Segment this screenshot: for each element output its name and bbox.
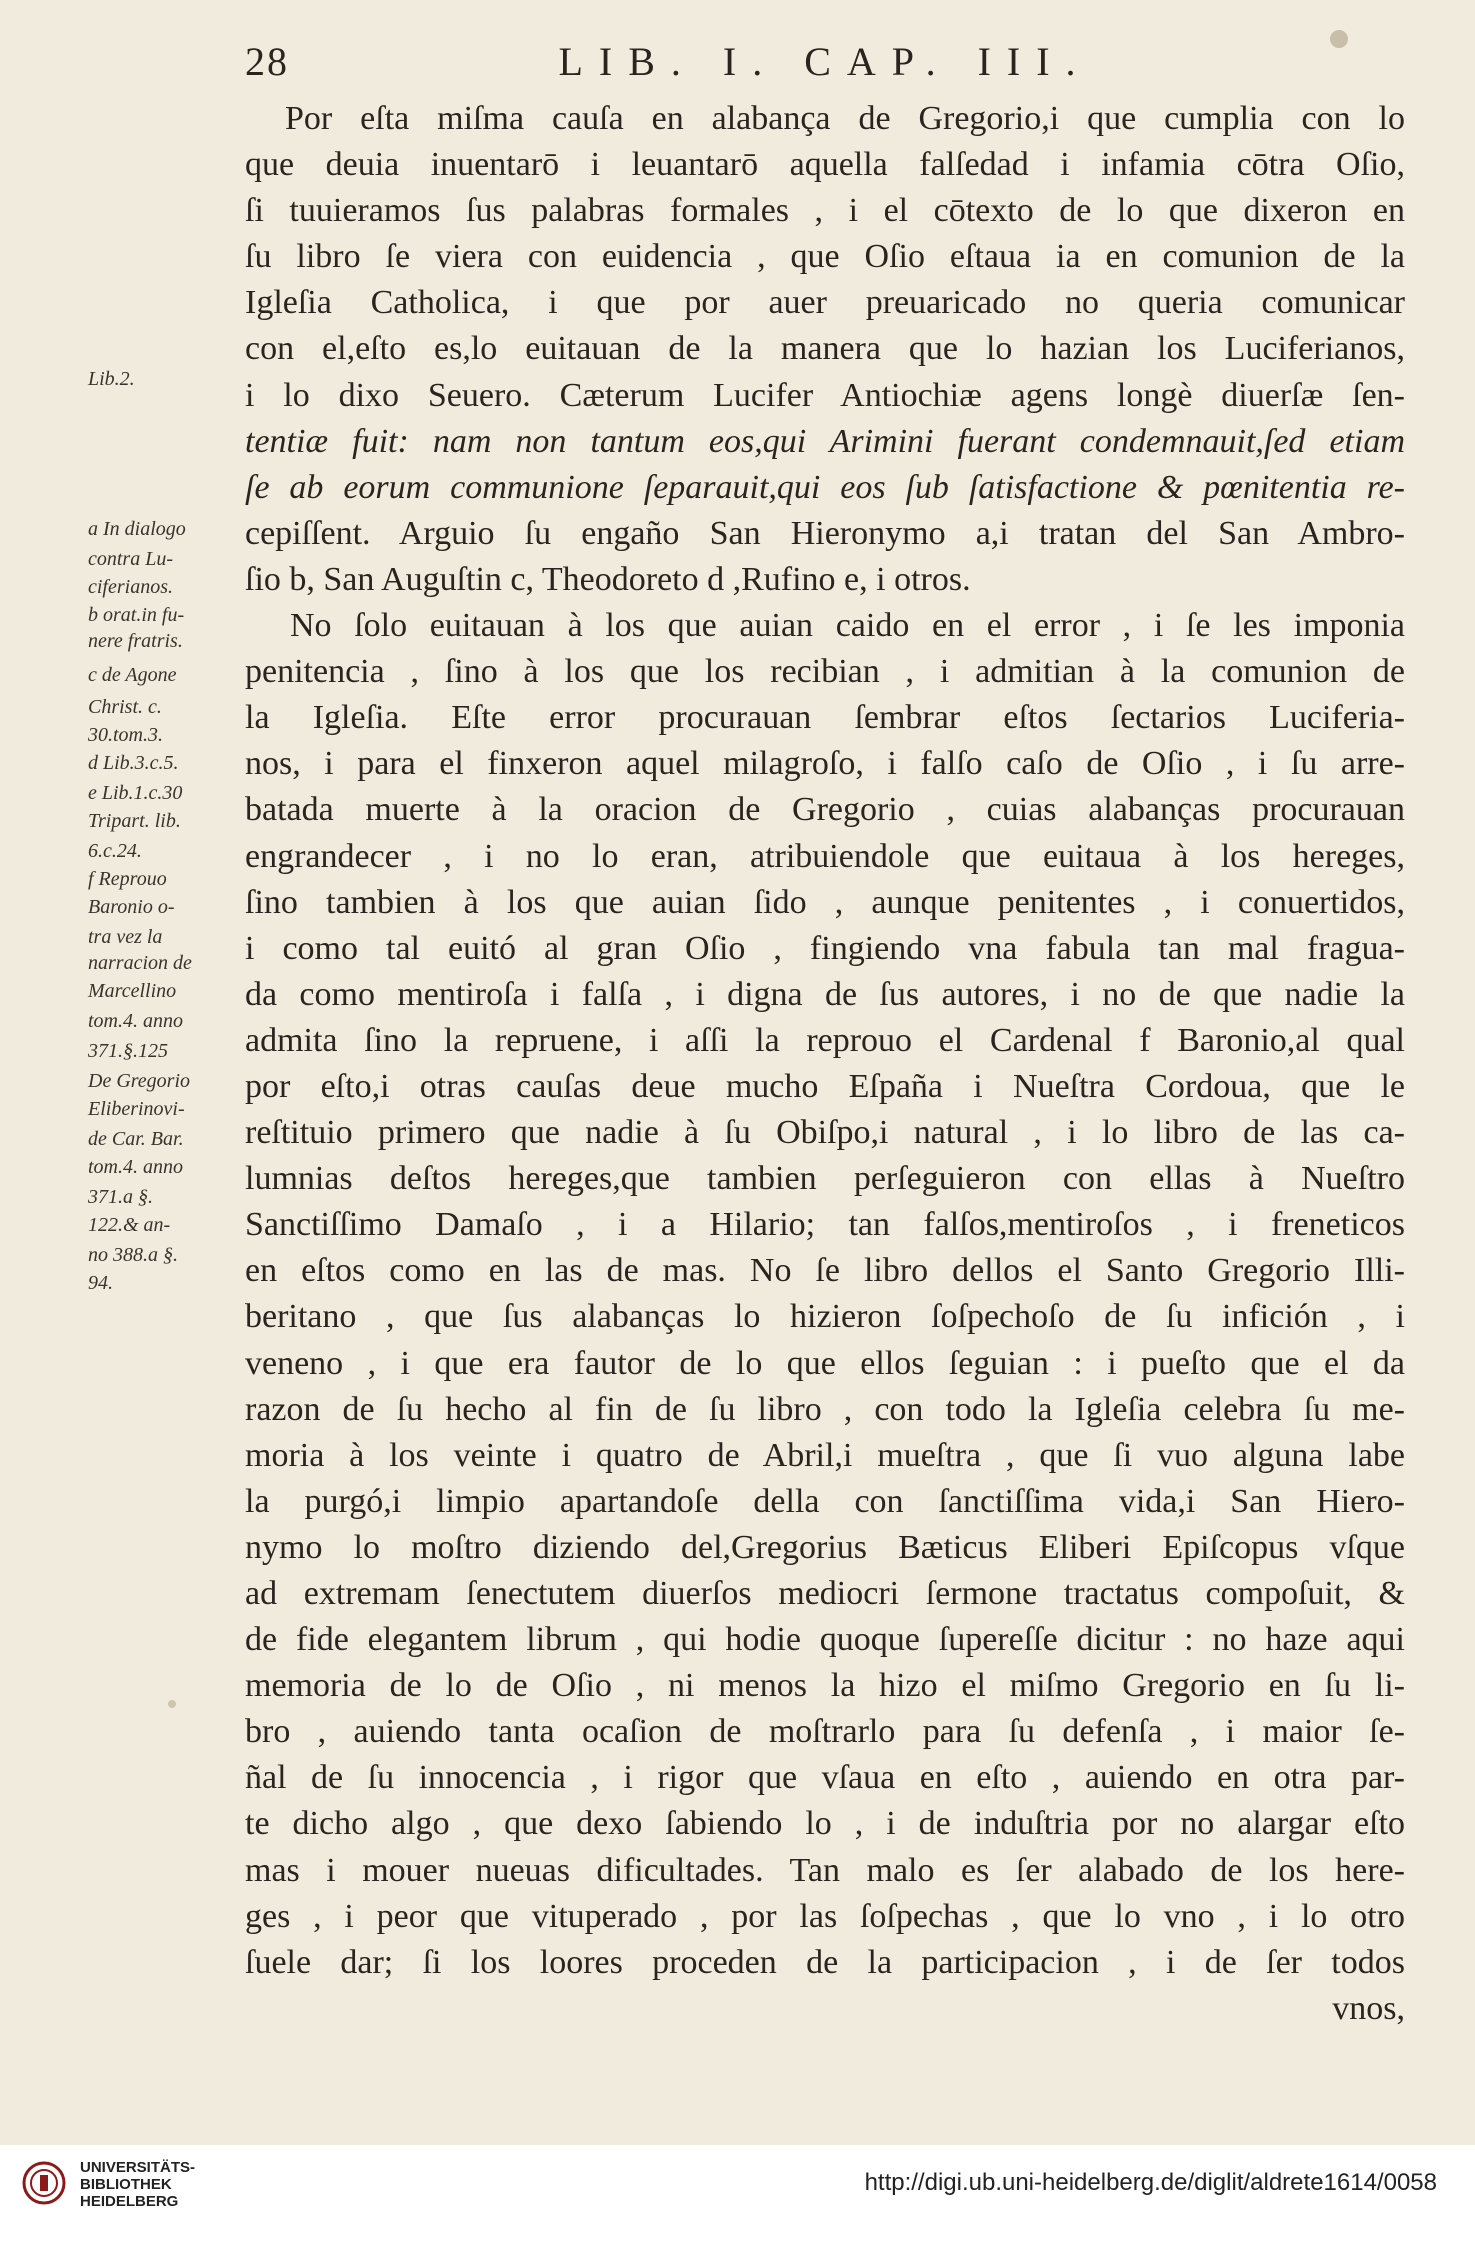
text-line: lumnias deſtos hereges,que tambien perſeguieron con ellas à Nueſtro (245, 1160, 1405, 1198)
institution-line: UNIVERSITÄTS- (80, 2159, 196, 2176)
marginal-note: 122.& an- (88, 1214, 171, 1236)
marginal-note: Marcellino (88, 980, 177, 1002)
main-text-block (245, 96, 1405, 2032)
text-line: ſu libro ſe viera con euidencia , que Oſio eſtaua ia en comunion de la (245, 238, 1405, 276)
marginal-note: 371.a §. (88, 1186, 153, 1208)
text-line: de fide elegantem librum , qui hodie quoque ſupereſſe dicitur : no haze aqui (245, 1621, 1405, 1659)
text-line: por eſto,i otras cauſas deue mucho Eſpaña i Nueſtra Cordoua, que le (245, 1067, 1405, 1105)
text-line: razon de ſu hecho al fin de ſu libro , con todo la Igleſia celebra ſu me- (245, 1390, 1405, 1428)
marginal-note: 94. (88, 1272, 113, 1294)
text-line: admita ſino la repruene, i aſſi la reprouo el Cardenal f Baronio,al qual (245, 1021, 1405, 1059)
institution-name (80, 2159, 195, 2210)
marginal-note: Baronio o- (88, 896, 175, 918)
marginal-note: 371.§.125 (88, 1040, 168, 1062)
marginal-note: tom.4. anno (88, 1156, 183, 1178)
marginal-note: c de Agone (88, 664, 177, 686)
text-line: Sanctiſſimo Damaſo , i a Hilario; tan falſos,mentiroſos , i freneticos (245, 1206, 1405, 1244)
marginal-note: Tripart. lib. (88, 810, 181, 832)
text-line: engrandecer , i no lo eran, atribuiendole que euitaua à los hereges, (245, 837, 1405, 875)
marginal-note: tra vez la (88, 926, 163, 948)
text-line: beritano , que ſus alabanças lo hizieron ſoſpechoſo de ſu infición , i (245, 1298, 1405, 1336)
text-line: que deuia inuentarō i leuantarō aquella falſedad i infamia cōtra Oſio, (245, 146, 1405, 184)
running-head: LIB. I. CAP. III. (558, 39, 1092, 84)
text-line: la Igleſia. Eſte error procurauan ſembrar eſtos ſectarios Luciferia- (245, 699, 1405, 737)
text-line: moria à los veinte i quatro de Abril,i mueſtra , que ſi vuo alguna labe (245, 1436, 1405, 1474)
institution-line: HEIDELBERG (80, 2193, 179, 2210)
marginal-note: 6.c.24. (88, 840, 142, 862)
text-line: ſe ab eorum communione ſeparauit,qui eos ſub ſatisfactione & pœnitentia re- (245, 468, 1405, 506)
marginal-note: contra Lu- (88, 548, 173, 570)
marginal-note: De Gregorio (88, 1070, 191, 1092)
marginal-note: b orat.in fu- (88, 604, 185, 626)
text-line: vnos, (1332, 1989, 1405, 2027)
text-line: batada muerte à la oracion de Gregorio , cuias alabanças procurauan (245, 791, 1405, 829)
text-line: mas i mouer nueuas dificultades. Tan malo es ſer alabado de los here- (245, 1851, 1405, 1889)
text-line: bro , auiendo tanta ocaſion de moſtrarlo para ſu defenſa , i maior ſe- (245, 1713, 1405, 1751)
text-line: ad extremam ſenectutem diuerſos mediocri ſermone tractatus compoſuit, & (245, 1575, 1405, 1612)
text-line: ſuele dar; ſi los loores proceden de la participacion , i de ſer todos (245, 1943, 1405, 1981)
text-line: ges , i peor que vituperado , por las ſoſpechas , que lo vno , i lo otro (245, 1897, 1405, 1935)
text-line: i lo dixo Seuero. Cæterum Lucifer Antiochiæ agens longè diuerſæ ſen- (245, 376, 1405, 414)
source-url-link[interactable]: http://digi.ub.uni-heidelberg.de/diglit/aldrete1614/0058 (864, 2169, 1437, 2196)
page-number: 28 (245, 39, 289, 84)
text-line: ſino tambien à los que auian ſido , aunque penitentes , i conuertidos, (245, 883, 1405, 921)
text-line: cepiſſent. Arguio ſu engaño San Hieronymo a,i tratan del San Ambro- (245, 514, 1405, 552)
marginal-note: narracion de (88, 952, 192, 974)
marginal-note: Christ. c. (88, 696, 162, 718)
marginal-note: f Reprouo (88, 868, 167, 890)
marginal-note: 30.tom.3. (88, 724, 163, 746)
text-line: reſtituio primero que nadie à ſu Obiſpo,i natural , i lo libro de las ca- (245, 1114, 1405, 1152)
marginal-note: Lib.2. (88, 368, 135, 390)
text-line: la purgó,i limpio apartandoſe della con ſanctiſſima vida,i San Hiero- (245, 1482, 1405, 1520)
text-line: ſi tuuieramos ſus palabras formales , i el cōtexto de lo que dixeron en (245, 192, 1405, 230)
marginal-note: no 388.a §. (88, 1244, 178, 1266)
text-line: con el,eſto es,lo euitauan de la manera que lo hazian los Luciferianos, (245, 330, 1405, 368)
text-line: memoria de lo de Oſio , ni menos la hizo el miſmo Gregorio en ſu li- (245, 1667, 1405, 1705)
marginal-note: ciferianos. (88, 576, 173, 598)
ink-stain (168, 1700, 176, 1708)
marginal-note: d Lib.3.c.5. (88, 752, 179, 774)
text-line: en eſtos como en las de mas. No ſe libro dellos el Santo Gregorio Illi- (245, 1252, 1405, 1290)
marginal-note: Eliberinovi- (88, 1098, 185, 1120)
viewer-footer (0, 2145, 1475, 2255)
page-header (245, 38, 1405, 88)
text-line: No ſolo euitauan à los que auian caido en el error , i ſe les imponia (290, 607, 1405, 645)
marginal-note: tom.4. anno (88, 1010, 183, 1032)
text-line: ñal de ſu innocencia , i rigor que vſaua en eſto , auiendo en otra par- (245, 1759, 1405, 1797)
text-line: da como mentiroſa i falſa , i digna de ſus autores, i no de que nadie la (245, 975, 1405, 1013)
marginal-note: a In dialogo (88, 518, 186, 540)
text-line: i como tal euitó al gran Oſio , fingiendo vna fabula tan mal fragua- (245, 929, 1405, 967)
text-line: Por eſta miſma cauſa en alabança de Gregorio,i que cumplia con lo (285, 100, 1405, 137)
institution-line: BIBLIOTHEK (80, 2176, 172, 2193)
text-line: te dicho algo , que dexo ſabiendo lo , i de induſtria por no alargar eſto (245, 1805, 1405, 1843)
university-seal-icon (22, 2161, 66, 2205)
text-line: nos, i para el finxeron aquel milagroſo, i falſo caſo de Oſio , i ſu arre- (245, 745, 1405, 783)
marginal-note: de Car. Bar. (88, 1128, 184, 1150)
text-line: tentiæ fuit: nam non tantum eos,qui Arimini fuerant condemnauit,ſed etiam (245, 422, 1405, 460)
marginal-note: e Lib.1.c.30 (88, 782, 183, 804)
text-line: penitencia , ſino à los que los recibian , i admitian à la comunion de (245, 653, 1405, 691)
marginal-note: nere fratris. (88, 630, 183, 652)
text-line: veneno , i que era fautor de lo que ellos ſeguian : i pueſto que el da (245, 1344, 1405, 1382)
text-line: Igleſia Catholica, i que por auer preuaricado no queria comunicar (245, 284, 1405, 322)
text-line: nymo lo moſtro diziendo del,Gregorius Bæticus Eliberi Epiſcopus vſque (245, 1528, 1405, 1566)
text-line: ſio b, San Auguſtin c, Theodoreto d ,Rufino e, i otros. (245, 560, 971, 598)
